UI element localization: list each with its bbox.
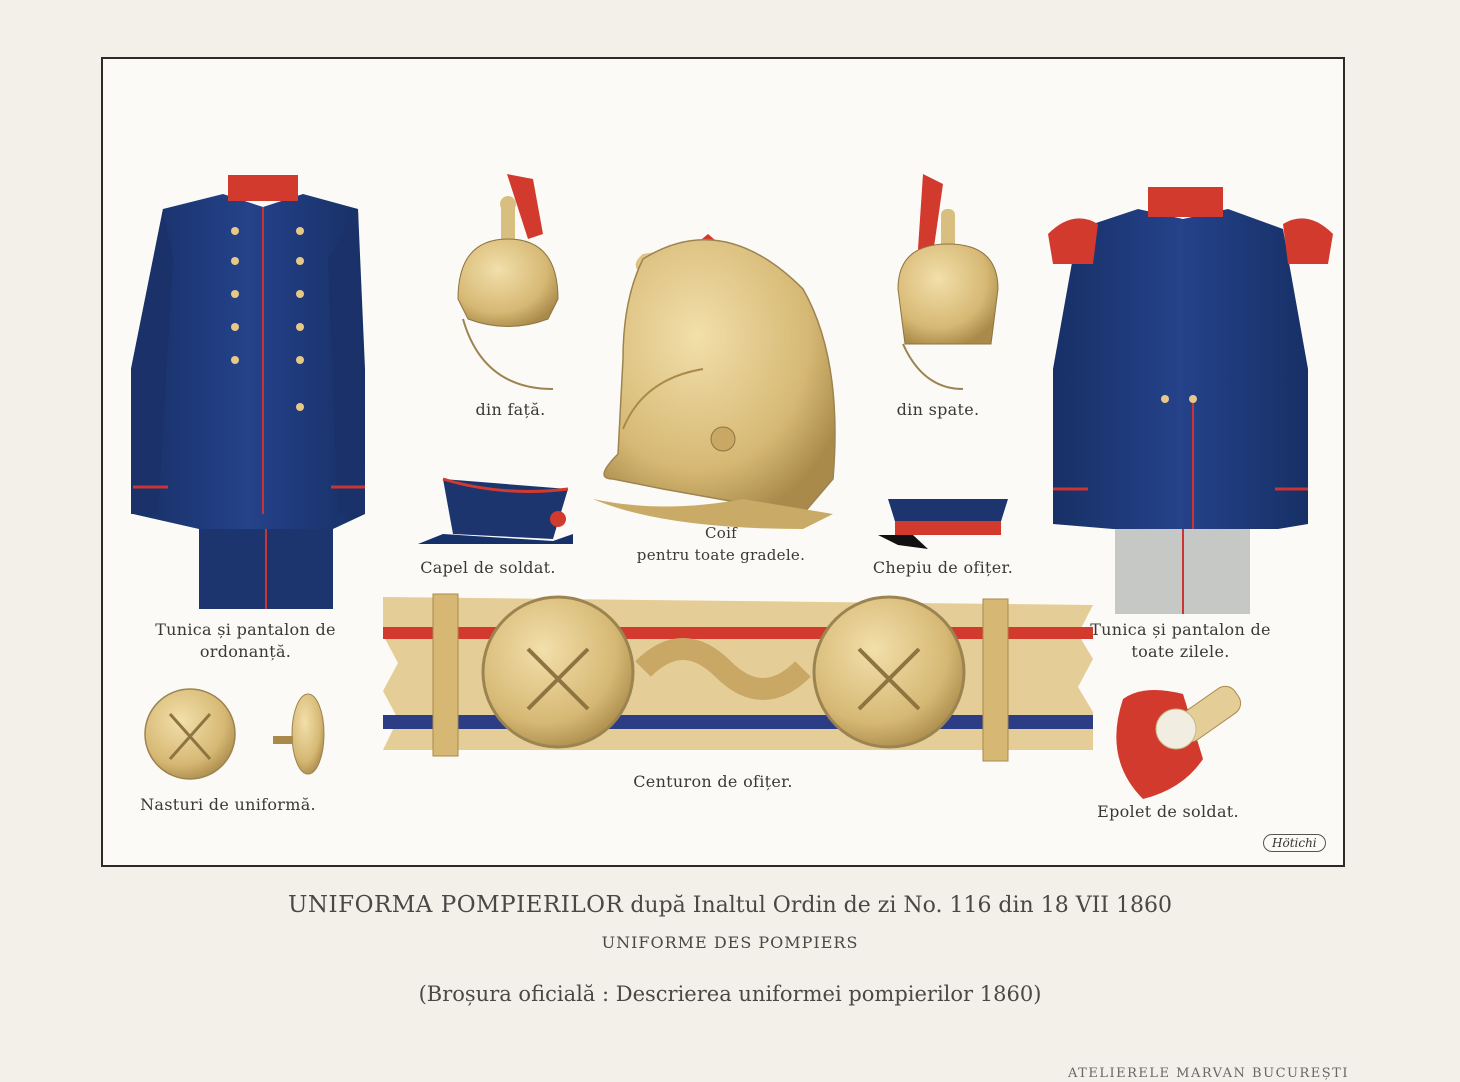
caption-nasturi: Nasturi de uniformă. — [140, 795, 316, 814]
caption-line: Coif — [704, 524, 738, 542]
caption-chepiu: Chepiu de ofițer. — [872, 558, 1014, 577]
main-title-caps: UNIFORMA POMPIERILOR — [288, 892, 624, 918]
helmet-front-illustration — [458, 174, 558, 389]
capel-illustration — [418, 479, 573, 544]
main-title-rest: după Inaltul Ordin de zi No. 116 din 18 VII 1860 — [630, 893, 1172, 918]
caption-line: Tunica și pantalon de — [1090, 620, 1271, 639]
centuron-illustration — [383, 594, 1093, 761]
printer-imprint: ATELIERELE MARVAN BUCUREȘTI — [1068, 1066, 1349, 1081]
tunic-left-illustration — [131, 175, 365, 609]
tunic-right-illustration — [1048, 187, 1333, 614]
artist-signature: Hötichi — [1263, 834, 1326, 852]
helmet-back-illustration — [898, 174, 998, 389]
main-helmet-illustration — [593, 234, 835, 529]
caption-epolet: Epolet de soldat. — [1097, 802, 1239, 821]
caption-line: pentru toate gradele. — [636, 546, 806, 564]
plate-artwork — [103, 59, 1343, 865]
illustration-plate — [101, 57, 1345, 867]
caption-main-helmet — [621, 522, 821, 566]
caption-tunic-left — [143, 619, 348, 663]
caption-helmet-back: din spate. — [896, 400, 980, 419]
caption-line: toate zilele. — [1131, 642, 1230, 661]
epolet-illustration — [1116, 682, 1245, 799]
caption-capel: Capel de soldat. — [420, 558, 556, 577]
main-title — [0, 892, 1460, 918]
chepiu-illustration — [878, 499, 1008, 549]
caption-line: ordonanță. — [199, 642, 292, 661]
caption-centuron: Centuron de ofițer. — [633, 772, 793, 791]
source-note: (Broșura oficială : Descrierea uniformei pompierilor 1860) — [418, 982, 1042, 1006]
caption-line: Tunica și pantalon de — [155, 620, 336, 639]
caption-helmet-front: din față. — [475, 400, 546, 419]
caption-tunic-right — [1078, 619, 1283, 663]
subtitle: UNIFORME DES POMPIERS — [601, 933, 859, 952]
buttons-illustration — [145, 689, 324, 779]
